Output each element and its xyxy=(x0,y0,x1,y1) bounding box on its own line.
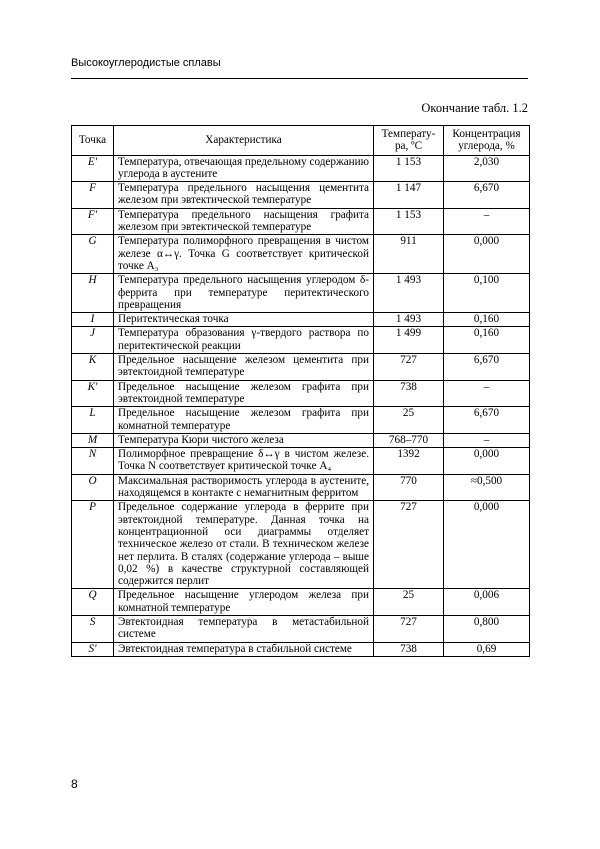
row-point: F' xyxy=(72,208,114,235)
row-temperature: 911 xyxy=(374,235,444,274)
data-table xyxy=(71,125,530,657)
row-concentration: 0,000 xyxy=(444,501,530,589)
row-concentration: 0,160 xyxy=(444,313,530,327)
row-point: N xyxy=(72,448,114,475)
row-characteristic: Предельное насыщение углеродом железа при комнатной температуре xyxy=(114,589,374,616)
table-row xyxy=(72,589,530,616)
row-characteristic: Предельное насыщение железом цементита при эвтектоидной температуре xyxy=(114,354,374,381)
row-point: J xyxy=(72,327,114,354)
row-characteristic: Предельное насыщение железом графита при эвтектоидной температуре xyxy=(114,380,374,407)
row-concentration: – xyxy=(444,433,530,447)
table-row xyxy=(72,354,530,381)
row-temperature: 25 xyxy=(374,407,444,434)
row-temperature: 727 xyxy=(374,615,444,642)
row-concentration: 0,006 xyxy=(444,589,530,616)
table-row xyxy=(72,433,530,447)
row-characteristic: Температура предельного насыщения углеродом δ-феррита при температуре перитектического превращения xyxy=(114,274,374,313)
header-concentration: Концентрация углерода, % xyxy=(444,126,530,156)
row-characteristic: Температура предельного насыщения графита железом при эвтектической температуре xyxy=(114,208,374,235)
row-characteristic: Предельное содержание углерода в феррите при эвтектоидной температуре. Данная точка на концентрационной оси диаграммы отделяет техническое железо от стали. В техническом железе нет перлита. В сталях (содержание углерода – выше 0,02 %) в качестве структурной составляющей содержится перлит xyxy=(114,501,374,589)
row-concentration: 0,100 xyxy=(444,274,530,313)
row-characteristic: Температура образования γ-твердого раствора по перитектической реакции xyxy=(114,327,374,354)
row-temperature: 25 xyxy=(374,589,444,616)
row-temperature: 738 xyxy=(374,642,444,656)
header-divider xyxy=(71,78,528,79)
row-point: O xyxy=(72,474,114,501)
row-point: L xyxy=(72,407,114,434)
row-point: P xyxy=(72,501,114,589)
table-row xyxy=(72,380,530,407)
table-row xyxy=(72,155,530,182)
row-characteristic: Перитектическая точка xyxy=(114,313,374,327)
row-concentration: ≈0,500 xyxy=(444,474,530,501)
row-temperature: 768–770 xyxy=(374,433,444,447)
row-temperature: 1 499 xyxy=(374,327,444,354)
row-point: S' xyxy=(72,642,114,656)
row-temperature: 738 xyxy=(374,380,444,407)
row-characteristic: Температура Кюри чистого железа xyxy=(114,433,374,447)
table-body xyxy=(72,155,530,656)
row-concentration: 0,800 xyxy=(444,615,530,642)
row-temperature: 1 153 xyxy=(374,208,444,235)
table-row xyxy=(72,182,530,209)
row-characteristic: Эвтектоидная температура в метастабильной системе xyxy=(114,615,374,642)
page-number: 8 xyxy=(71,777,78,791)
table-row xyxy=(72,615,530,642)
header-characteristic: Характеристика xyxy=(114,126,374,156)
row-point: I xyxy=(72,313,114,327)
table-row xyxy=(72,274,530,313)
row-concentration: – xyxy=(444,380,530,407)
header-temperature: Температу-ра, ºС xyxy=(374,126,444,156)
row-point: E' xyxy=(72,155,114,182)
table-row xyxy=(72,407,530,434)
row-temperature: 1 493 xyxy=(374,313,444,327)
row-concentration: 6,670 xyxy=(444,182,530,209)
row-point: H xyxy=(72,274,114,313)
row-characteristic: Температура, отвечающая предельному содержанию углерода в аустените xyxy=(114,155,374,182)
row-characteristic: Эвтектоидная температура в стабильной системе xyxy=(114,642,374,656)
table-row xyxy=(72,327,530,354)
row-point: F xyxy=(72,182,114,209)
table-caption: Окончание табл. 1.2 xyxy=(421,101,528,115)
row-temperature: 727 xyxy=(374,501,444,589)
row-temperature: 770 xyxy=(374,474,444,501)
row-temperature: 1 493 xyxy=(374,274,444,313)
row-concentration: 0,000 xyxy=(444,235,530,274)
table-row xyxy=(72,642,530,656)
header-point: Точка xyxy=(72,126,114,156)
row-concentration: 0,160 xyxy=(444,327,530,354)
row-concentration: 6,670 xyxy=(444,354,530,381)
row-temperature: 727 xyxy=(374,354,444,381)
table-row xyxy=(72,208,530,235)
table-row xyxy=(72,501,530,589)
row-temperature: 1392 xyxy=(374,448,444,475)
row-point: Q xyxy=(72,589,114,616)
row-point: K xyxy=(72,354,114,381)
row-characteristic: Предельное насыщение железом графита при комнатной температуре xyxy=(114,407,374,434)
row-point: S xyxy=(72,615,114,642)
table-row xyxy=(72,235,530,274)
table-header-row xyxy=(72,126,530,156)
row-temperature: 1 153 xyxy=(374,155,444,182)
table-row xyxy=(72,313,530,327)
row-characteristic: Температура полиморфного превращения в чистом железе α↔γ. Точка G соответствует критической точке A₃ xyxy=(114,235,374,274)
row-characteristic: Полиморфное превращение δ↔γ в чистом железе. Точка N соответствует критической точке A₄ xyxy=(114,448,374,475)
row-concentration: 2,030 xyxy=(444,155,530,182)
row-point: G xyxy=(72,235,114,274)
row-concentration: 6,670 xyxy=(444,407,530,434)
table-row xyxy=(72,448,530,475)
row-temperature: 1 147 xyxy=(374,182,444,209)
row-characteristic: Температура предельного насыщения цементита железом при эвтектической температуре xyxy=(114,182,374,209)
row-concentration: 0,69 xyxy=(444,642,530,656)
row-point: K' xyxy=(72,380,114,407)
row-characteristic: Максимальная растворимость углерода в аустените, находящемся в контакте с немагнитным ферритом xyxy=(114,474,374,501)
running-title: Высокоуглеродистые сплавы xyxy=(71,57,221,69)
row-concentration: 0,000 xyxy=(444,448,530,475)
row-point: M xyxy=(72,433,114,447)
row-concentration: – xyxy=(444,208,530,235)
table-row xyxy=(72,474,530,501)
